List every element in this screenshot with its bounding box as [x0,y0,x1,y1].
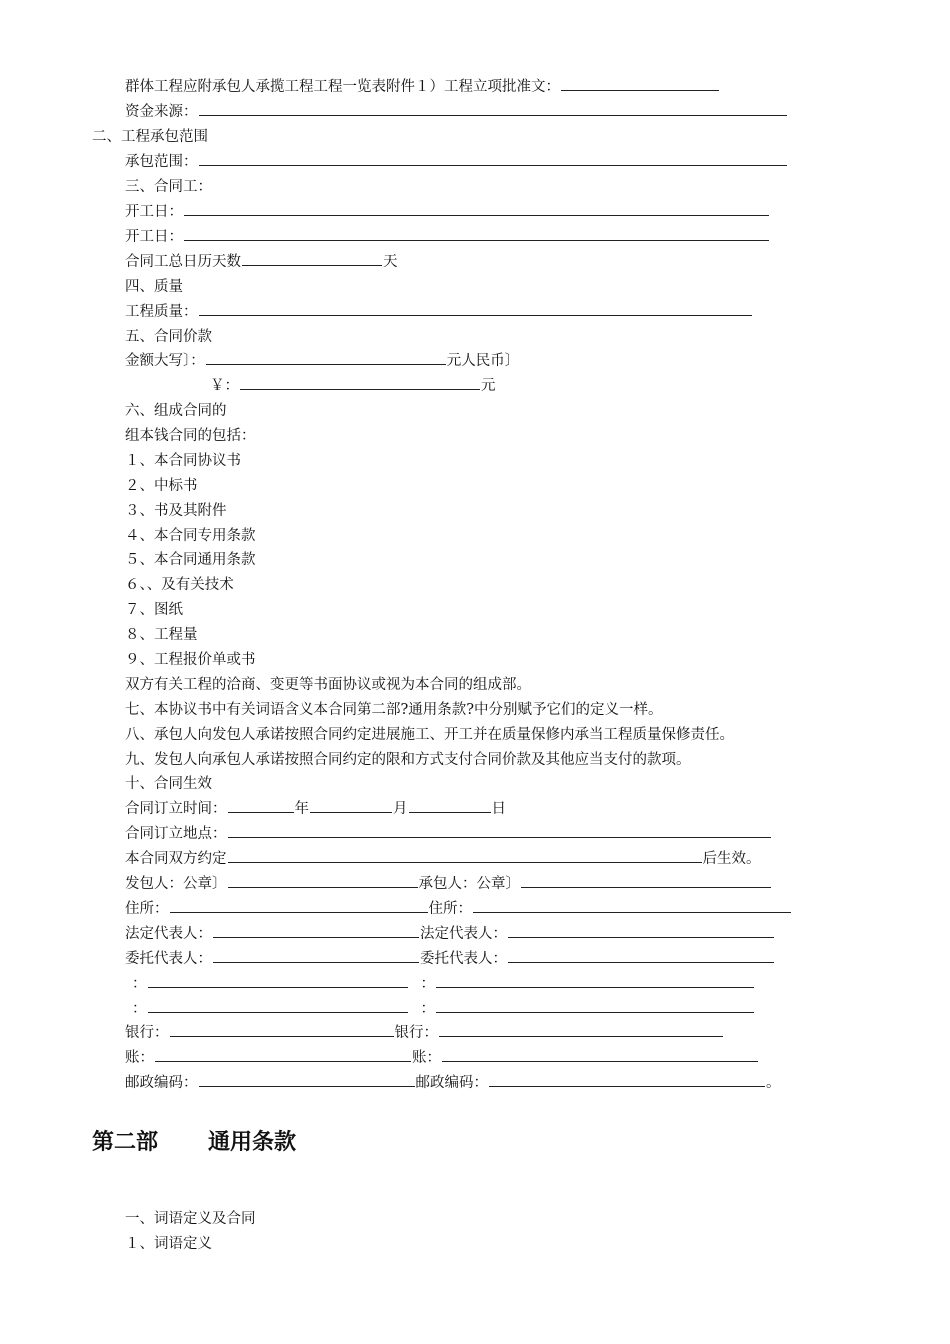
text: 邮政编码： [415,1075,488,1091]
text: 年 [294,801,309,817]
text: 元 [481,378,496,394]
contractor-field-blank-2[interactable] [436,998,754,1013]
text: 七、本协议书中有关词语含义本合同第二部?通用条款?中分别赋予它们的定义一样。 [125,702,663,718]
text: ６、、及有关技术 [125,577,234,593]
list-item [125,525,256,547]
text: 法定代表人： [420,926,507,942]
text: ９、工程报价单或书 [125,652,256,668]
subsection-definitions [125,1233,212,1255]
amount-figures-blank[interactable] [240,375,480,390]
section-quality-title [125,276,183,298]
line-account [125,1047,759,1069]
scope-blank[interactable] [199,151,787,166]
amount-words-blank[interactable] [206,350,446,365]
text: ３、书及其附件 [125,503,227,519]
text: 银行： [125,1025,169,1041]
effective-blank[interactable] [228,848,702,863]
list-item [125,574,234,596]
text: ５、本合同通用条款 [125,552,256,568]
line-legal-rep [125,923,775,945]
start-date-blank-1[interactable] [184,201,769,216]
text: ７、图纸 [125,602,183,618]
text: ： [132,1001,147,1017]
line-start-date-2 [125,226,770,248]
line-fund-source [125,101,788,123]
text: 开工日： [125,204,183,220]
employer-seal-blank[interactable] [228,873,418,888]
part-title: 通用条款 [208,1130,297,1155]
paragraph [125,749,691,771]
start-date-blank-2[interactable] [184,226,769,241]
contractor-bank-blank[interactable] [439,1022,723,1037]
line-effective [125,848,761,870]
text: 。 [766,1075,781,1091]
text: ： [132,976,147,992]
line-project-approval [125,76,720,98]
text: 六、组成合同的 [125,403,227,419]
text: 承包人：公章〕 [418,876,520,892]
list-item [125,649,256,671]
text: 群体工程应附承包人承揽工程工程一览表附件１）工程立项批准文： [125,79,560,95]
text: 资金来源： [125,104,198,120]
line-amount-words [125,350,519,372]
text: １、词语定义 [125,1236,212,1252]
contractor-field-blank-1[interactable] [436,973,754,988]
employer-address-blank[interactable] [170,898,428,913]
employer-field-blank-2[interactable] [148,998,408,1013]
quality-blank[interactable] [199,301,752,316]
list-item [125,475,198,497]
paragraph [125,699,663,721]
year-blank[interactable] [228,798,294,813]
fund-source-blank[interactable] [199,101,787,116]
text: 日 [491,801,506,817]
text: 三、合同工： [125,179,212,195]
text: 账： [125,1050,154,1066]
line-start-date-1 [125,201,770,223]
line-party-seal [125,873,772,895]
text: 八、承包人向发包人承诺按照合同约定进展施工、开工并在质量保修内承当工程质量保修责任。 [125,727,734,743]
line-address [125,898,792,920]
text: 账： [412,1050,441,1066]
list-item [125,549,256,571]
sign-place-blank[interactable] [228,823,771,838]
text: 金额大写〕： [125,353,205,369]
line-quality [125,301,753,323]
contractor-account-blank[interactable] [442,1047,758,1062]
text: ２、中标书 [125,478,198,494]
line-scope [125,151,788,173]
employer-field-blank-1[interactable] [148,973,408,988]
text: 开工日： [125,229,183,245]
employer-legal-rep-blank[interactable] [213,923,419,938]
text: 承包范围： [125,154,198,170]
text: 邮政编码： [125,1075,198,1091]
text: ８、工程量 [125,627,198,643]
contractor-authorized-rep-blank[interactable] [508,948,774,963]
text: 组本钱合同的包括： [125,428,256,444]
text: 委托代表人： [420,951,507,967]
line-sign-place [125,823,772,845]
contractor-postcode-blank[interactable] [489,1072,765,1087]
text: 后生效。 [702,851,761,867]
line-documents-intro [125,425,256,447]
text: ￥： [210,378,239,394]
text: 二、工程承包范围 [92,129,208,145]
text: ： [420,1001,435,1017]
line-bank [125,1022,724,1044]
text: 法定代表人： [125,926,212,942]
paragraph [125,674,531,696]
part-label: 第二部 [92,1130,159,1155]
text: 天 [383,254,398,270]
text: 一、词语定义及合同 [125,1211,256,1227]
line-blank-pair-1 [132,973,755,995]
text: 九、发包人向承包人承诺按照合同约定的限和方式支付合同价款及其他应当支付的款项。 [125,752,691,768]
line-blank-pair-2 [132,998,755,1020]
text: 合同工总日历天数 [125,254,241,270]
text: 银行： [394,1025,438,1041]
text: 住所： [125,901,169,917]
month-blank[interactable] [310,798,392,813]
section-documents-title [125,400,227,422]
text: 工程质量： [125,304,198,320]
text: ： [420,976,435,992]
text: 五、合同价款 [125,329,212,345]
text: 委托代表人： [125,951,212,967]
section-scope-title [92,126,208,148]
list-item [125,450,241,472]
line-total-days [125,251,398,273]
part-two-heading [92,1127,296,1159]
contractor-legal-rep-blank[interactable] [508,923,774,938]
text: 双方有关工程的洽商、变更等书面协议或视为本合同的组成部。 [125,677,531,693]
text: 发包人：公章〕 [125,876,227,892]
text: 合同订立地点： [125,826,227,842]
list-item [125,599,183,621]
employer-authorized-rep-blank[interactable] [213,948,419,963]
text: 十、合同生效 [125,776,212,792]
text: 合同订立时间： [125,801,227,817]
text: 四、质量 [125,279,183,295]
contractor-address-blank[interactable] [473,898,791,913]
approval-blank[interactable] [561,76,719,91]
employer-account-blank[interactable] [155,1047,411,1062]
contractor-seal-blank[interactable] [521,873,771,888]
section-effect-title [125,773,212,795]
paragraph [125,724,734,746]
text: 月 [393,801,408,817]
text: 本合同双方约定 [125,851,227,867]
list-item [125,624,198,646]
line-amount-figures [210,375,496,397]
total-days-blank[interactable] [242,251,382,266]
text: １、本合同协议书 [125,453,241,469]
list-item [125,500,227,522]
employer-postcode-blank[interactable] [199,1072,415,1087]
day-blank[interactable] [409,798,491,813]
line-authorized-rep [125,948,775,970]
line-sign-time [125,798,506,820]
section-price-title [125,326,212,348]
line-postcode [125,1072,781,1094]
employer-bank-blank[interactable] [170,1022,394,1037]
text: 元人民币〕 [446,353,520,369]
section-definitions-title [125,1208,256,1230]
section-period-title [125,176,212,198]
text: 住所： [428,901,472,917]
text: ４、本合同专用条款 [125,528,256,544]
